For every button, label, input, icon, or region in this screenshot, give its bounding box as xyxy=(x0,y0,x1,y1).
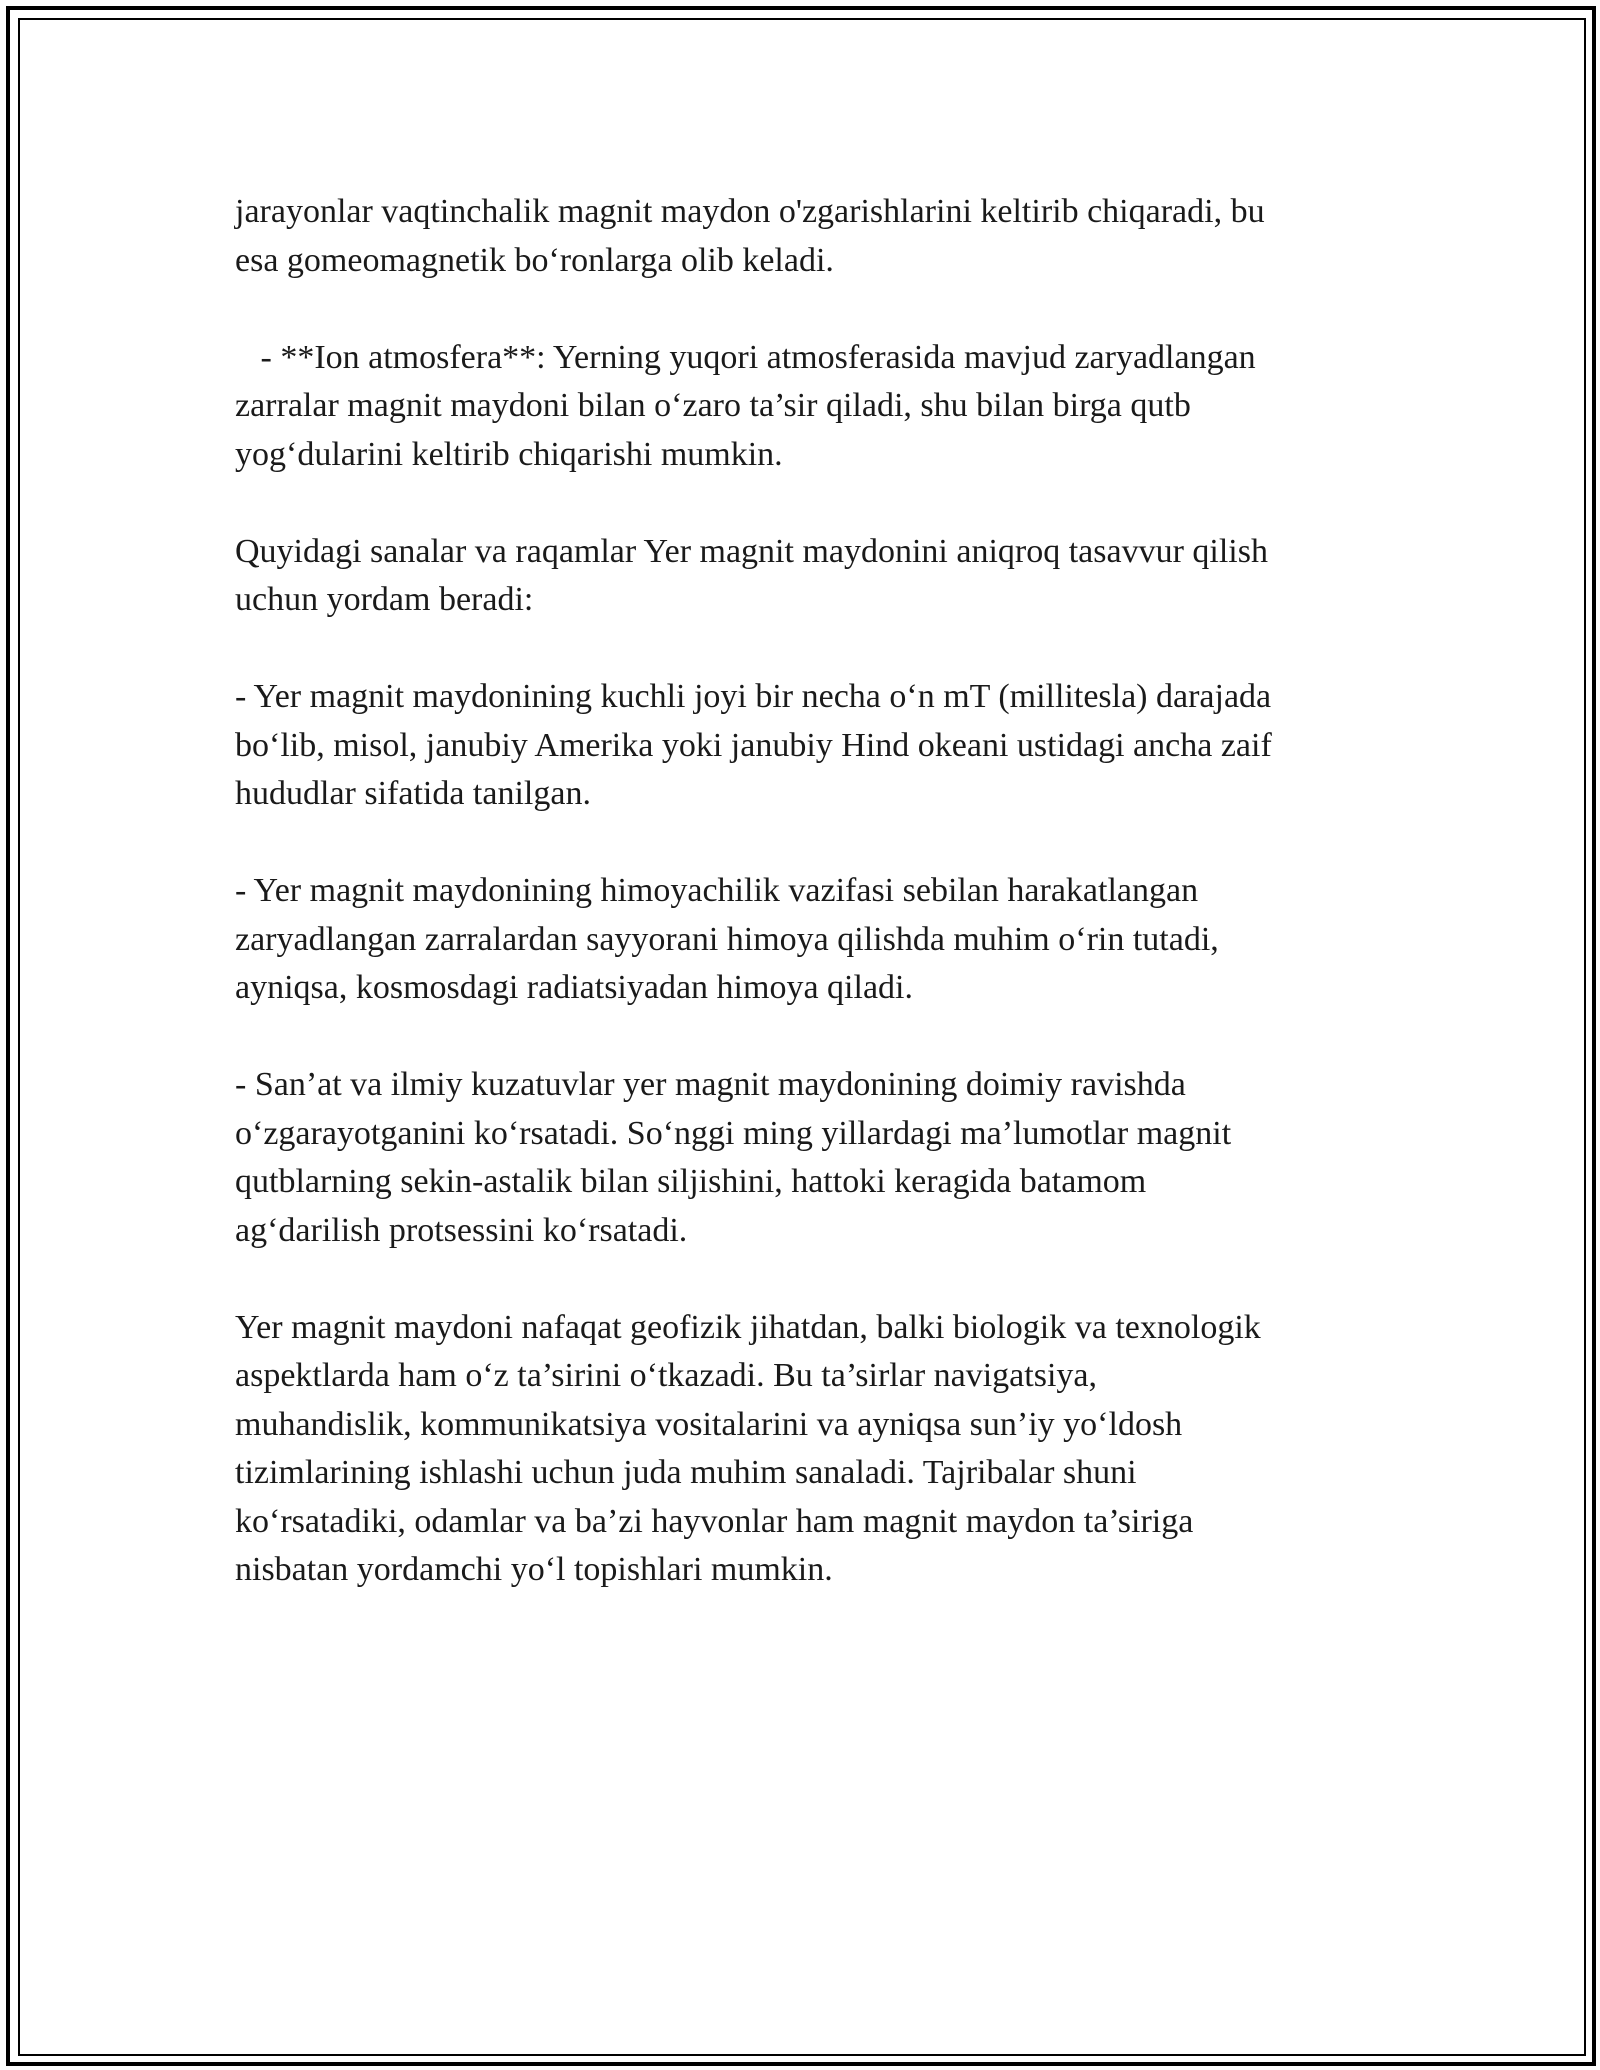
paragraph-ion-atmosphere: - **Ion atmosfera**: Yerning yuqori atmosferasida mavjud zaryadlangan zarralar magnit maydoni bilan o‘zaro ta’sir qiladi, shu bilan birga qutb yog‘dularini keltirib chiqarishi mumkin. xyxy=(235,338,1256,473)
paragraph-geomagnetic-storms: jarayonlar vaqtinchalik magnit maydon o'zgarishlarini keltirib chiqaradi, bu esa gomeomagnetik bo‘ronlarga olib keladi. xyxy=(235,193,1265,279)
list-item-field-strength: - Yer magnit maydonining kuchli joyi bir necha o‘n mT (millitesla) darajada bo‘lib, misol, janubiy Amerika yoki janubiy Hind okeani ustidagi ancha zaif hududlar sifatida tanilgan. xyxy=(235,678,1272,812)
list-item-protective-role: - Yer magnit maydonining himoyachilik vazifasi sebilan harakatlangan zaryadlangan zarralardan sayyorani himoya qilishda muhim o‘rin tutadi, ayniqsa, kosmosdagi radiatsiyadan himoya qiladi. xyxy=(235,872,1219,1006)
paragraph-intro-figures: Quyidagi sanalar va raqamlar Yer magnit maydonini aniqroq tasavvur qilish uchun yordam beradi: xyxy=(235,532,1268,618)
list-item-pole-drift: - San’at va ilmiy kuzatuvlar yer magnit maydonining doimiy ravishda o‘zgarayotganini ko‘rsatadi. So‘nggi ming yillardagi ma’lumotlar magnit qutblarning sekin-astalik bilan siljishini, hattoki keragida batamom ag‘darilish protsessini ko‘rsatadi. xyxy=(235,1066,1232,1249)
paragraph-conclusion: Yer magnit maydoni nafaqat geofizik jihatdan, balki biologik va texnologik aspektlarda ham o‘z ta’sirini o‘tkazadi. Bu ta’sirlar navigatsiya, muhandislik, kommunikatsiya vositalarini va ayniqsa sun’iy yo‘ldosh tizimlarining ishlashi uchun juda muhim sanaladi. Tajribalar shuni ko‘rsatadiki, odamlar va ba’zi hayvonlar ham magnit maydon ta’siriga nisbatan yordamchi yo‘l topishlari mumkin. xyxy=(235,1308,1261,1588)
document-body xyxy=(235,188,1370,1595)
